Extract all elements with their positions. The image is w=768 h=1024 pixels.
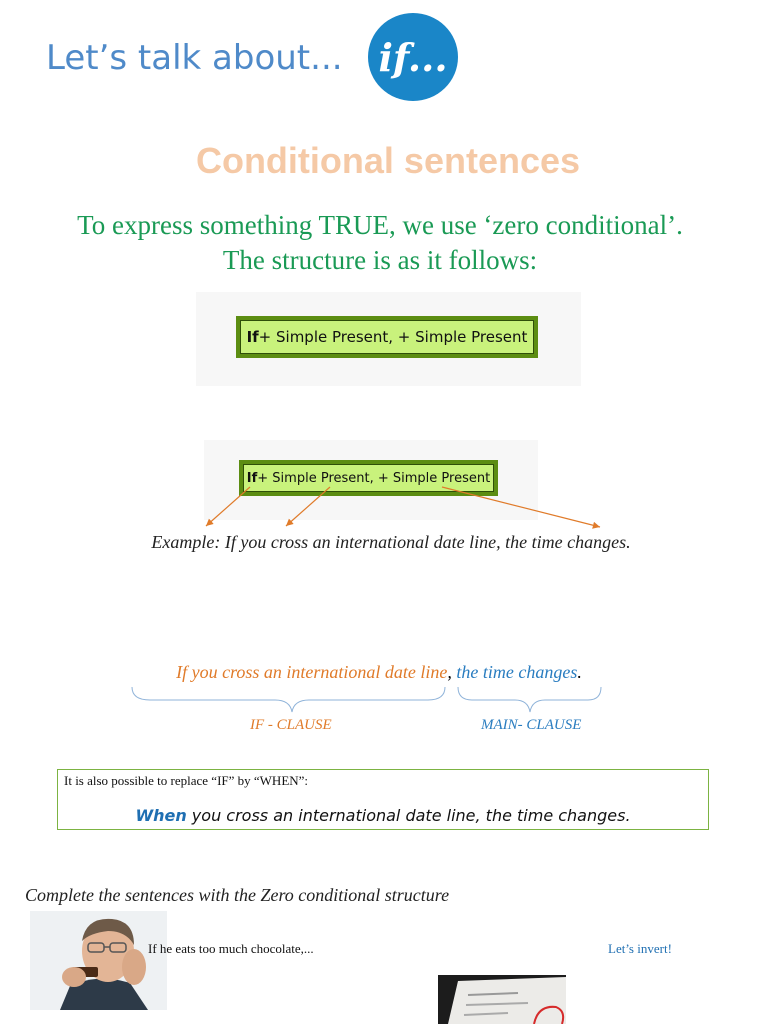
formula-rest-2: + Simple Present, + Simple Present xyxy=(257,470,491,486)
when-note: It is also possible to replace “IF” by “WHEN”: xyxy=(64,773,309,788)
clause-sentence xyxy=(0,662,758,683)
exam-paper-photo xyxy=(438,975,566,1024)
intro-line-1: To express something TRUE, we use ‘zero conditional’. xyxy=(77,210,683,240)
when-word: When xyxy=(135,806,187,825)
example-sentence: Example: If you cross an international date line, the time changes. xyxy=(151,532,631,552)
main-clause-label: MAIN- CLAUSE xyxy=(481,717,582,733)
header-title: Let’s talk about... xyxy=(46,38,343,78)
clause-period: . xyxy=(577,662,582,682)
if-clause-label: IF - CLAUSE xyxy=(250,717,332,733)
clause-comma: , xyxy=(447,662,452,682)
formula-rest: + Simple Present, + Simple Present xyxy=(258,328,528,346)
if-logo: if... xyxy=(368,13,458,101)
when-info-box xyxy=(57,769,709,830)
formula-if: If xyxy=(246,328,259,346)
main-clause-text: the time changes xyxy=(456,662,578,682)
when-sentence-rest: you cross an international date line, the time changes. xyxy=(186,806,631,825)
exercise-sentence-1: If he eats too much chocolate,... xyxy=(148,941,314,956)
formula-if-2: If xyxy=(246,470,258,486)
if-clause-text: If you cross an international date line xyxy=(176,662,448,682)
section-title: Conditional sentences xyxy=(195,140,581,181)
exercise-title: Complete the sentences with the Zero conditional structure xyxy=(25,885,450,905)
when-sentence xyxy=(58,806,708,825)
man-eating-chocolate-photo xyxy=(30,911,167,1010)
invert-note: Let’s invert! xyxy=(608,941,672,956)
intro-line-2: The structure is as it follows: xyxy=(222,245,538,275)
